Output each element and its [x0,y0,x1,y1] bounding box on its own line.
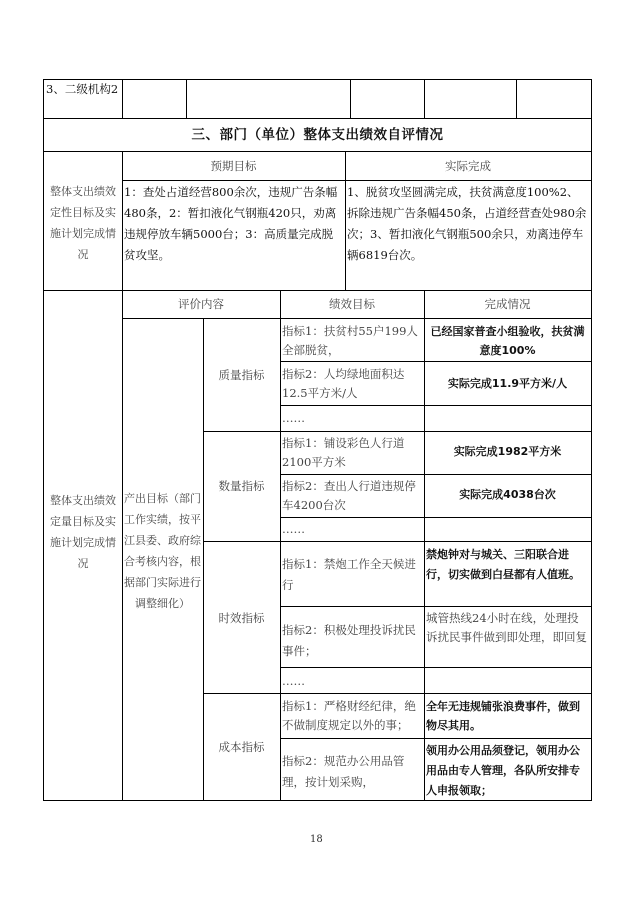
expected-header: 预期目标 [210,159,257,173]
vline [203,318,204,800]
hline [203,693,592,694]
done-cell: 已经国家普查小组验收，扶贫满意度100% [430,325,585,357]
hline [280,667,592,668]
target-cell: …… [282,411,305,425]
target-cell: 指标2：人均绿地面积达12.5平方米/人 [282,367,405,400]
eval-header: 评价内容 [178,297,224,311]
category-quantity: 数量指标 [218,479,265,493]
vline [186,79,187,118]
vline [122,79,123,118]
vline [122,151,123,801]
vline [516,79,517,118]
hline [280,606,592,607]
category-cost: 成本指标 [218,740,265,754]
hline-qual-header [122,180,592,181]
vline [280,290,281,800]
hline [203,541,592,542]
hline [280,405,592,406]
target-cell: 指标1：严格财经纪律，绝不做制度规定以外的事； [282,699,416,732]
target-cell: 指标1：扶贫村55户199人全部脱贫， [282,324,418,357]
done-cell: 实际完成1982平方米 [453,445,562,458]
hline-row1-bottom [43,118,592,119]
done-cell: 实际完成11.9平方米/人 [447,377,568,390]
done-header: 完成情况 [484,297,531,311]
expected-text: 1：查处占道经营800余次，违规广告条幅480条，2：暂扣液化气钢瓶420只，劝离违规停放车辆5000台；3：高质量完成脱贫攻坚。 [124,185,338,262]
hline-qual-bottom [43,290,592,291]
vline-left [43,79,44,801]
quantitative-label: 整体支出绩效定量目标及实施计划完成情况 [50,494,116,570]
vline [424,79,425,118]
hline [280,738,592,739]
target-header: 绩效目标 [329,297,375,311]
section-title: 三、部门（单位）整体支出绩效自评情况 [191,127,444,143]
done-cell: 全年无违规铺张浪费事件，做到物尽其用。 [426,700,580,732]
hline-top [43,79,592,80]
hline [280,361,592,362]
row1-label: 3、二级机构2 [46,82,119,96]
category-quality: 质量指标 [218,368,265,382]
vline [350,79,351,118]
actual-header: 实际完成 [445,159,491,173]
qualitative-label: 整体支出绩效定性目标及实施计划完成情况 [50,185,116,261]
vline [424,290,425,800]
target-cell: 指标2：查出人行道违规停车4200台次 [282,479,416,512]
done-cell: 城管热线24小时在线，处理投诉扰民事件做到即处理，即回复 [426,611,587,644]
target-cell: 指标2：规范办公用品管理，按计划采购， [282,754,405,789]
done-cell: 禁炮钟对与城关、三阳联合进行，切实做到白昼都有人值班。 [426,548,580,581]
output-label: 产出目标（部门工作实绩，按平江县委、政府综合考核内容，根据部门实际进行调整细化） [124,492,201,610]
actual-text: 1、脱贫攻坚圆满完成，扶贫满意度100%2、拆除违规广告条幅450条，占道经营查处980余次；3、暂扣液化气钢瓶500余只，劝离违停车辆6819台次。 [347,185,587,262]
page-number: 18 [310,834,323,845]
vline-right [591,79,592,801]
target-cell: …… [282,522,305,536]
target-cell: 指标1：铺设彩色人行道2100平方米 [282,436,405,469]
hline [203,431,592,432]
category-timeliness: 时效指标 [218,611,265,625]
target-cell: 指标2：积极处理投诉扰民事件； [282,623,416,658]
target-cell: 指标1：禁炮工作全天候进行 [282,557,416,592]
hline-title-bottom [43,151,592,152]
done-cell: 领用办公用品须登记，领用办公用品由专人管理，各队所安排专人申报领取； [426,744,580,797]
hline-quant-header [122,318,592,319]
target-cell: …… [282,674,305,688]
hline [280,517,592,518]
done-cell: 实际完成4038台次 [459,488,556,501]
hline [280,474,592,475]
